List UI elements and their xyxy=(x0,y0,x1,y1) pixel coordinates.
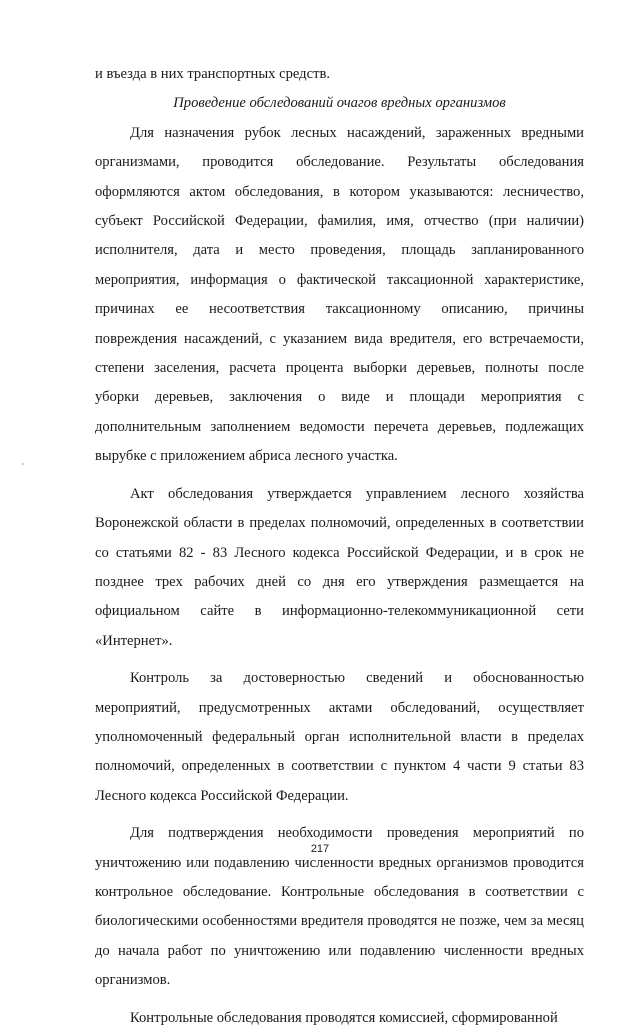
section-heading: Проведение обследований очагов вредных организмов xyxy=(173,95,506,112)
paragraph: Контрольные обследования проводятся комиссией, сформированной xyxy=(130,1009,558,1026)
paragraph: Для назначения рубок лесных насаждений, зараженных вредными организмами, проводится обследование. Результаты обследования оформляются актом обследования, в котором указываются: лесничество, субъект Российской Федерации, фамилия, имя, отчество (при наличии) исполнителя, дата и место проведения, площадь запланированного мероприятия, информация о фактической таксационной характеристике, причинах ее несоответствия таксационному описанию, причины повреждения насаждений, с указанием вида вредителя, его встречаемости, степени заселения, расчета процента выборки деревьев, полноты после уборки деревьев, заключения о виде и площади мероприятия с дополнительным заполнением ведомости перечета деревьев, подлежащих вырубке с приложением абриса лесного участка. xyxy=(95,124,584,465)
paragraph: Контроль за достоверностью сведений и обоснованностью мероприятий, предусмотренных актами обследований, осуществляет уполномоченный федеральный орган исполнительной власти в пределах полномочий, определенных в соответствии с пунктом 4 части 9 статьи 83 Лесного кодекса Российской Федерации. xyxy=(95,670,584,804)
body-text xyxy=(95,60,584,1033)
scan-speck xyxy=(22,463,24,465)
paragraph: Для подтверждения необходимости проведения мероприятий по уничтожению или подавлению численности вредных организмов проводится контрольное обследование. Контрольные обследования в соответствии с биологическими особенностями вредителя проводятся не позже, чем за месяц до начала работ по уничтожению или подавлению численности вредных организмов. xyxy=(95,825,584,989)
paragraph: Акт обследования утверждается управлением лесного хозяйства Воронежской области в пределах полномочий, определенных в соответствии со статьями 82 - 83 Лесного кодекса Российской Федерации, и в срок не позднее трех рабочих дней со дня его утверждения размещается на официальном сайте в информационно-телекоммуникационной сети «Интернет». xyxy=(95,485,584,649)
page-number: 217 xyxy=(310,843,330,855)
continuation-line: и въезда в них транспортных средств. xyxy=(95,66,330,82)
